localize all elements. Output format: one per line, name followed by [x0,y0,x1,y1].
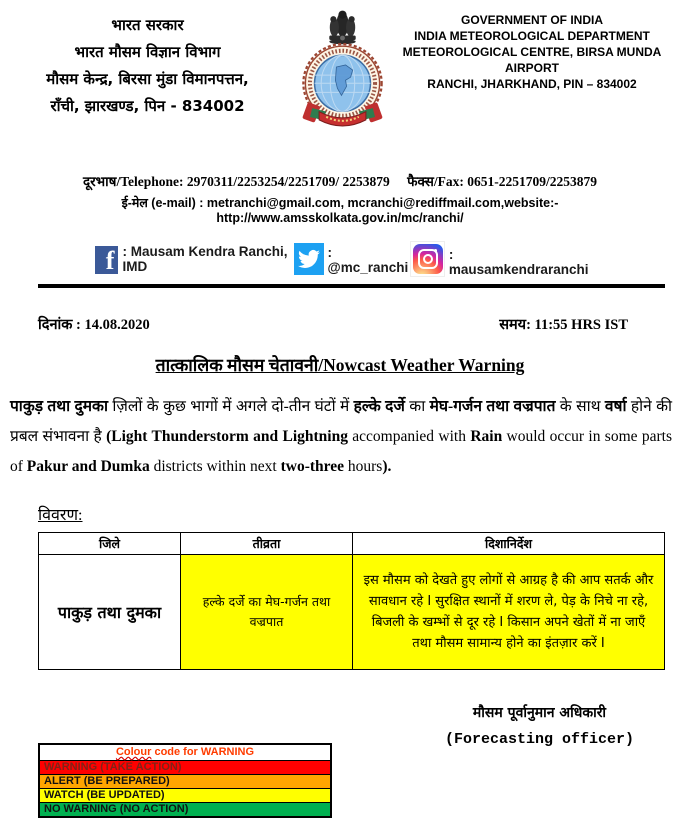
facebook-label: : Mausam Kendra Ranchi, IMD [122,244,288,274]
details-label: विवरण: [38,507,83,524]
hindi-line-2: भारत मौसम विज्ञान विभाग [74,43,221,61]
cell-districts: पाकुड़ तथा दुमका [39,555,181,670]
warning-table-row [39,555,665,670]
warning-table-header-row [39,533,665,555]
twitter-icon [294,243,324,275]
colour-code-row-warning [39,761,331,775]
english-line-2: INDIA METEOROLOGICAL DEPARTMENT [414,29,650,43]
date-time-row [38,314,628,334]
instagram-label: : mausamkendraranchi [448,247,589,277]
colour-code-block [38,743,332,818]
column-header-districts: जिले [39,533,181,555]
warning-table [38,532,665,670]
instagram-handle [410,241,590,277]
warning-paragraph: पाकुड़ तथा दुमका ज़िलों के कुछ भागों में अगले दो-तीन घंटों में हल्के दर्जे का मेघ-गर्जन तथा वज्रपात के साथ वर्षा होने की प्रबल संभावना है (Light Thunderstorm and Lightning accompanied with Rain would occur in some parts of Pakur and Dumka districts within next two-three hours). [10,398,673,475]
colour-code-row-watch [39,789,331,803]
english-line-1: GOVERNMENT OF INDIA [460,13,603,27]
hindi-line-3: मौसम केन्द्र, बिरसा मुंडा विमानपत्तन, [46,70,249,88]
colour-code-row-no-warning [39,803,331,818]
telephone-numbers: दूरभाष/Telephone: 2970311/2253254/2251709/ 2253879 [82,174,390,189]
hindi-line-1: भारत सरकार [111,16,184,34]
colour-code-title-rest: code for WARNING [151,746,255,758]
issue-date: दिनांक : 14.08.2020 [38,317,150,333]
imd-emblem-logo-icon [295,6,390,128]
fax-numbers: फैक्स/Fax: 0651-2251709/2253879 [407,174,598,189]
divider-rule [38,284,665,288]
colour-code-label-warning: WARNING (TAKE ACTION) [39,761,331,775]
column-header-intensity: तीव्रता [181,533,353,555]
header-hindi-address [0,6,295,120]
social-media-row [95,241,590,277]
english-line-3: METEOROLOGICAL CENTRE, BIRSA MUNDA AIRPORT [402,45,662,75]
cell-guidelines: इस मौसम को देखते हुए लोगों से आग्रह है की आप सतर्क और सावधान रहे I सुरक्षित स्थानों में शरण ले, पेड़ के निचे ना रहे, बिजली के खम्भों से दूर रहे I किसान अपने खेतों में ना जाएँ तथा मौसम सामान्य होने का इंतज़ार करें I [353,555,665,670]
colour-code-label-no-warning: NO WARNING (NO ACTION) [39,803,331,818]
twitter-handle [294,243,411,275]
colour-code-label-alert: ALERT (BE PREPARED) [39,775,331,789]
colour-code-title-row [39,744,331,761]
facebook-handle [95,244,294,274]
signature-english: (Forecasting officer) [444,731,634,748]
column-header-guidelines: दिशानिर्देश [353,533,665,555]
english-line-4: RANCHI, JHARKHAND, PIN – 834002 [427,77,637,91]
header-english-address [390,6,680,92]
signature-hindi: मौसम पूर्वानुमान अधिकारी [472,705,607,721]
colour-code-table [38,743,332,818]
colour-code-title [39,744,331,761]
colour-code-label-watch: WATCH (BE UPDATED) [39,789,331,803]
ashoka-lions [329,11,355,45]
email-website-line: ई-मेल (e-mail) : metranchi@gmail.com, mcranchi@rediffmail.com,website:-http://www.amsskolkata.gov.in/mc/ranchi/ [121,196,559,225]
signature-block [445,703,634,748]
page-title: तात्कालिक मौसम चेतावनी/Nowcast Weather Warning [155,355,525,375]
instagram-icon [410,241,444,277]
telephone-fax-line [0,172,680,190]
contact-block [0,172,680,225]
colour-code-row-alert [39,775,331,789]
facebook-icon: f [95,246,118,274]
footer-row [0,703,680,818]
issue-time: समय: 11:55 HRS IST [499,317,628,333]
letterhead [0,0,680,128]
hindi-line-4: राँची, झारखण्ड, पिन - 834002 [50,97,245,115]
twitter-label: : @mc_ranchi [327,245,409,275]
cell-intensity: हल्के दर्जे का मेघ-गर्जन तथा वज्रपात [181,555,353,670]
colour-code-title-word: Colour [115,746,152,758]
